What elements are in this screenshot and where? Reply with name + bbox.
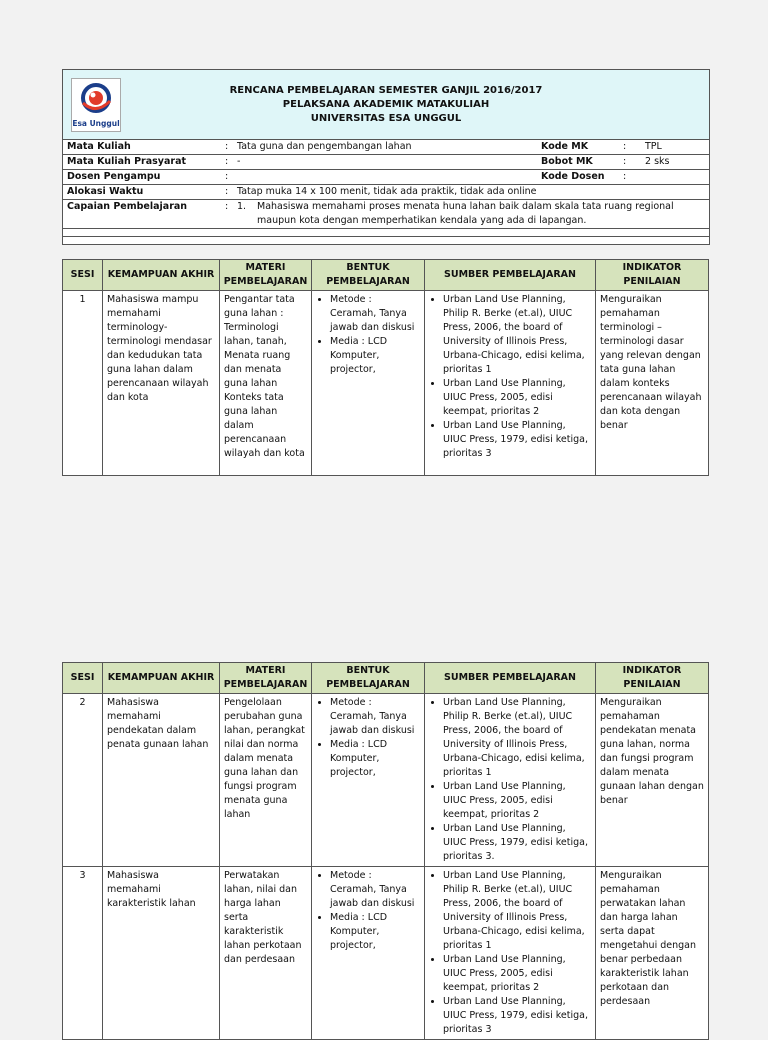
list-item: • Urban Land Use Planning, Philip R. Berke (et.al), UIUC Press, 2006, the board of University of Illinois Press, Urbana-Chicago, edisi kelima, prioritas 1 <box>443 293 591 377</box>
capaian-number: 1. <box>237 201 247 212</box>
list-item: • Media : LCD Komputer, projector, <box>330 911 420 953</box>
list-item: • Metode : Ceramah, Tanya jawab dan diskusi <box>330 869 420 911</box>
kode-mk-label: Kode MK <box>541 141 589 152</box>
kode-dosen-label: Kode Dosen <box>541 171 605 182</box>
list-item: • Media : LCD Komputer, projector, <box>330 335 420 377</box>
table-header-row <box>63 260 709 291</box>
cell-kemampuan: Mahasiswa mampu memahami terminology-terminologi mendasar dan kedudukan tata guna lahan dalam perencanaan wilayah dan kota <box>103 291 220 476</box>
table-row <box>63 291 709 476</box>
info-row-mata-kuliah <box>63 140 709 155</box>
info-row-dosen <box>63 170 709 185</box>
cell-bentuk <box>312 867 425 1040</box>
info-row-alokasi <box>63 185 709 200</box>
header-sesi: SESI <box>63 663 103 694</box>
cell-materi: Pengantar tata guna lahan : Terminologi lahan, tanah, Menata ruang dan menata guna lahan Konteks tata guna lahan dalam perencanaan wilayah dan kota <box>220 291 312 476</box>
colon: : <box>623 171 627 182</box>
table-row <box>63 694 709 867</box>
cell-sesi: 3 <box>63 867 103 1040</box>
colon: : <box>623 141 627 152</box>
cell-materi: Pengelolaan perubahan guna lahan, perangkat nilai dan norma dalam menata guna lahan dan fungsi program menata guna lahan <box>220 694 312 867</box>
list-item: • Urban Land Use Planning, UIUC Press, 2005, edisi keempat, prioritas 2 <box>443 377 591 419</box>
list-item: • Urban Land Use Planning, UIUC Press, 1979, edisi ketiga, prioritas 3 <box>443 419 591 461</box>
list-item: • Metode : Ceramah, Tanya jawab dan diskusi <box>330 696 420 738</box>
header-materi: MATERI PEMBELAJARAN <box>220 663 312 694</box>
table-row <box>63 867 709 1040</box>
list-item: • Media : LCD Komputer, projector, <box>330 738 420 780</box>
rps-table-2 <box>62 662 709 1040</box>
dosen-label: Dosen Pengampu <box>67 171 161 182</box>
alokasi-label: Alokasi Waktu <box>67 186 144 197</box>
cell-sumber <box>425 867 596 1040</box>
list-item: • Urban Land Use Planning, UIUC Press, 1979, edisi ketiga, prioritas 3. <box>443 822 591 864</box>
cell-indikator: Menguraikan pemahaman pendekatan menata guna lahan, norma dan fungsi program dalam menata gunaan lahan dengan benar <box>596 694 709 867</box>
cell-kemampuan: Mahasiswa memahami karakteristik lahan <box>103 867 220 1040</box>
bobot-value: 2 sks <box>645 156 670 167</box>
list-item: • Urban Land Use Planning, UIUC Press, 2005, edisi keempat, prioritas 2 <box>443 780 591 822</box>
course-header <box>62 69 710 245</box>
colon: : <box>623 156 627 167</box>
header-bentuk: BENTUK PEMBELAJARAN <box>312 260 425 291</box>
header-materi: MATERI PEMBELAJARAN <box>220 260 312 291</box>
cell-bentuk <box>312 694 425 867</box>
colon: : <box>225 156 229 167</box>
list-item: • Urban Land Use Planning, UIUC Press, 2005, edisi keempat, prioritas 2 <box>443 953 591 995</box>
prasyarat-value: - <box>237 156 241 167</box>
mata-kuliah-label: Mata Kuliah <box>67 141 131 152</box>
mata-kuliah-value: Tata guna dan pengembangan lahan <box>237 141 412 152</box>
alokasi-value: Tatap muka 14 x 100 menit, tidak ada praktik, tidak ada online <box>237 186 537 197</box>
table-header-row <box>63 663 709 694</box>
blank-row <box>63 229 709 237</box>
blank-row <box>63 237 709 244</box>
cell-sesi: 2 <box>63 694 103 867</box>
header-indikator: INDIKATOR PENILAIAN <box>596 260 709 291</box>
header-bentuk: BENTUK PEMBELAJARAN <box>312 663 425 694</box>
header-indikator: INDIKATOR PENILAIAN <box>596 663 709 694</box>
list-item: • Urban Land Use Planning, Philip R. Berke (et.al), UIUC Press, 2006, the board of University of Illinois Press, Urbana-Chicago, edisi kelima, prioritas 1 <box>443 869 591 953</box>
cell-indikator: Menguraikan pemahaman perwatakan lahan dan harga lahan serta dapat mengetahui dengan benar perbedaan karakteristik lahan perkotaan dan perdesaan <box>596 867 709 1040</box>
list-item: • Urban Land Use Planning, UIUC Press, 1979, edisi ketiga, prioritas 3 <box>443 995 591 1037</box>
colon: : <box>225 201 229 212</box>
title-line-1: RENCANA PEMBELAJARAN SEMESTER GANJIL 2016/2017 <box>229 85 543 96</box>
info-row-capaian <box>63 200 709 229</box>
cell-bentuk <box>312 291 425 476</box>
capaian-value: Mahasiswa memahami proses menata huna lahan baik dalam skala tata ruang regional maupun kota dengan memperhatikan kendala yang ada di lapangan. <box>257 201 674 226</box>
cell-sumber <box>425 694 596 867</box>
header-sumber: SUMBER PEMBELAJARAN <box>425 663 596 694</box>
title-area <box>63 70 709 140</box>
logo-caption: Esa Unggul <box>72 119 120 128</box>
capaian-label: Capaian Pembelajaran <box>67 201 188 212</box>
cell-kemampuan: Mahasiswa memahami pendekatan dalam penata gunaan lahan <box>103 694 220 867</box>
document-title <box>63 84 709 126</box>
list-item: • Metode : Ceramah, Tanya jawab dan diskusi <box>330 293 420 335</box>
cell-materi: Perwatakan lahan, nilai dan harga lahan serta karakteristik lahan perkotaan dan perdesaan <box>220 867 312 1040</box>
colon: : <box>225 186 229 197</box>
header-sesi: SESI <box>63 260 103 291</box>
cell-sesi: 1 <box>63 291 103 476</box>
header-sumber: SUMBER PEMBELAJARAN <box>425 260 596 291</box>
rps-table-1 <box>62 259 709 476</box>
kode-mk-value: TPL <box>645 141 662 152</box>
title-line-3: UNIVERSITAS ESA UNGGUL <box>310 113 462 124</box>
bobot-label: Bobot MK <box>541 156 593 167</box>
header-kemampuan: KEMAMPUAN AKHIR <box>103 663 220 694</box>
prasyarat-label: Mata Kuliah Prasyarat <box>67 156 187 167</box>
title-line-2: PELAKSANA AKADEMIK MATAKULIAH <box>282 99 490 110</box>
colon: : <box>225 171 229 182</box>
info-row-prasyarat <box>63 155 709 170</box>
cell-indikator: Menguraikan pemahaman terminologi – terminologi dasar yang relevan dengan tata guna lahan dalam konteks perencanaan wilayah dan kota dengan benar <box>596 291 709 476</box>
header-kemampuan: KEMAMPUAN AKHIR <box>103 260 220 291</box>
list-item: • Urban Land Use Planning, Philip R. Berke (et.al), UIUC Press, 2006, the board of University of Illinois Press, Urbana-Chicago, edisi kelima, prioritas 1 <box>443 696 591 780</box>
cell-sumber <box>425 291 596 476</box>
colon: : <box>225 141 229 152</box>
